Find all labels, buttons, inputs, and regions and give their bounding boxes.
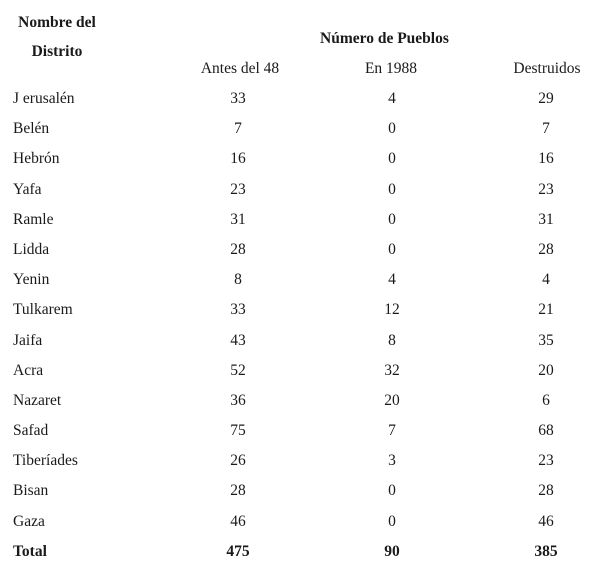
villages-destroyed: 68 [538,422,554,440]
table-row [0,512,590,542]
villages-1988: 7 [388,422,396,440]
villages-destroyed: 23 [538,180,554,198]
villages-1988: 20 [384,391,400,409]
table-row [0,210,590,240]
district-header-line2: Distrito [31,43,83,60]
villages-before-48: 36 [230,391,246,409]
villages-1988: 32 [384,361,400,379]
villages-before-48: 52 [230,361,246,379]
villages-destroyed: 28 [538,482,554,500]
table-row [0,391,590,421]
villages-1988: 4 [388,271,396,289]
villages-1988: 0 [388,482,396,500]
villages-before-48: 16 [230,150,246,168]
villages-1988: 0 [388,210,396,228]
col-header-before-48: Antes del 48 [200,60,280,77]
villages-destroyed: 6 [542,391,550,409]
villages-destroyed: 35 [538,331,554,349]
villages-destroyed: 28 [538,240,554,258]
table-row [0,300,590,330]
villages-1988: 0 [388,150,396,168]
villages-destroyed: 23 [538,452,554,470]
district-name: Lidda [13,240,50,258]
villages-before-48: 46 [230,512,246,530]
villages-before-48: 8 [234,271,242,289]
total-1988: 90 [384,542,400,560]
district-name: J erusalén [13,90,75,107]
villages-1988: 0 [388,512,396,530]
table-row [0,270,590,300]
villages-before-48: 33 [230,90,246,107]
table-row [0,331,590,361]
table-row [0,119,590,149]
district-name: Belén [13,120,50,138]
district-name: Bisan [13,482,49,500]
villages-before-48: 43 [230,331,246,349]
villages-destroyed: 29 [538,90,554,107]
villages-1988: 0 [388,120,396,138]
villages-1988: 4 [388,90,396,107]
total-before-48: 475 [226,542,250,560]
total-row [0,542,590,572]
table-row [0,149,590,179]
table-row [0,361,590,391]
district-name: Gaza [13,512,45,530]
villages-1988: 12 [384,301,400,319]
table-row [0,89,590,119]
district-name: Nazaret [13,391,62,409]
district-name: Ramle [13,210,54,228]
villages-destroyed: 31 [538,210,554,228]
villages-before-48: 28 [230,482,246,500]
total-destroyed: 385 [534,542,558,560]
col-header-1988: En 1988 [364,60,418,77]
villages-before-48: 75 [230,422,246,440]
villages-1988: 0 [388,240,396,258]
villages-before-48: 28 [230,240,246,258]
table-row [0,481,590,511]
table-row [0,180,590,210]
table-body [0,89,590,572]
col-header-destroyed: Destruidos [513,60,581,77]
district-name: Yenin [13,271,50,289]
villages-before-48: 33 [230,301,246,319]
table-row [0,451,590,481]
villages-destroyed: 4 [542,271,550,289]
table-row [0,240,590,270]
villages-before-48: 31 [230,210,246,228]
district-name: Tiberíades [13,452,78,470]
table-row [0,421,590,451]
villages-destroyed: 16 [538,150,554,168]
district-name: Yafa [13,180,42,198]
villages-before-48: 23 [230,180,246,198]
district-name: Tulkarem [13,301,73,319]
villages-destroyed: 46 [538,512,554,530]
villages-1988: 8 [388,331,396,349]
district-name: Safad [13,422,49,440]
district-header-line1: Nombre del [18,14,96,31]
villages-before-48: 7 [234,120,242,138]
villages-destroyed: 20 [538,361,554,379]
villages-destroyed: 7 [542,120,550,138]
district-name: Jaifa [13,331,43,349]
district-name: Acra [13,361,44,379]
villages-1988: 0 [388,180,396,198]
villages-group-header: Número de Pueblos [320,30,449,47]
villages-destroyed: 21 [538,301,554,319]
total-label: Total [13,542,47,560]
villages-1988: 3 [388,452,396,470]
district-name: Hebrón [13,150,60,168]
villages-before-48: 26 [230,452,246,470]
